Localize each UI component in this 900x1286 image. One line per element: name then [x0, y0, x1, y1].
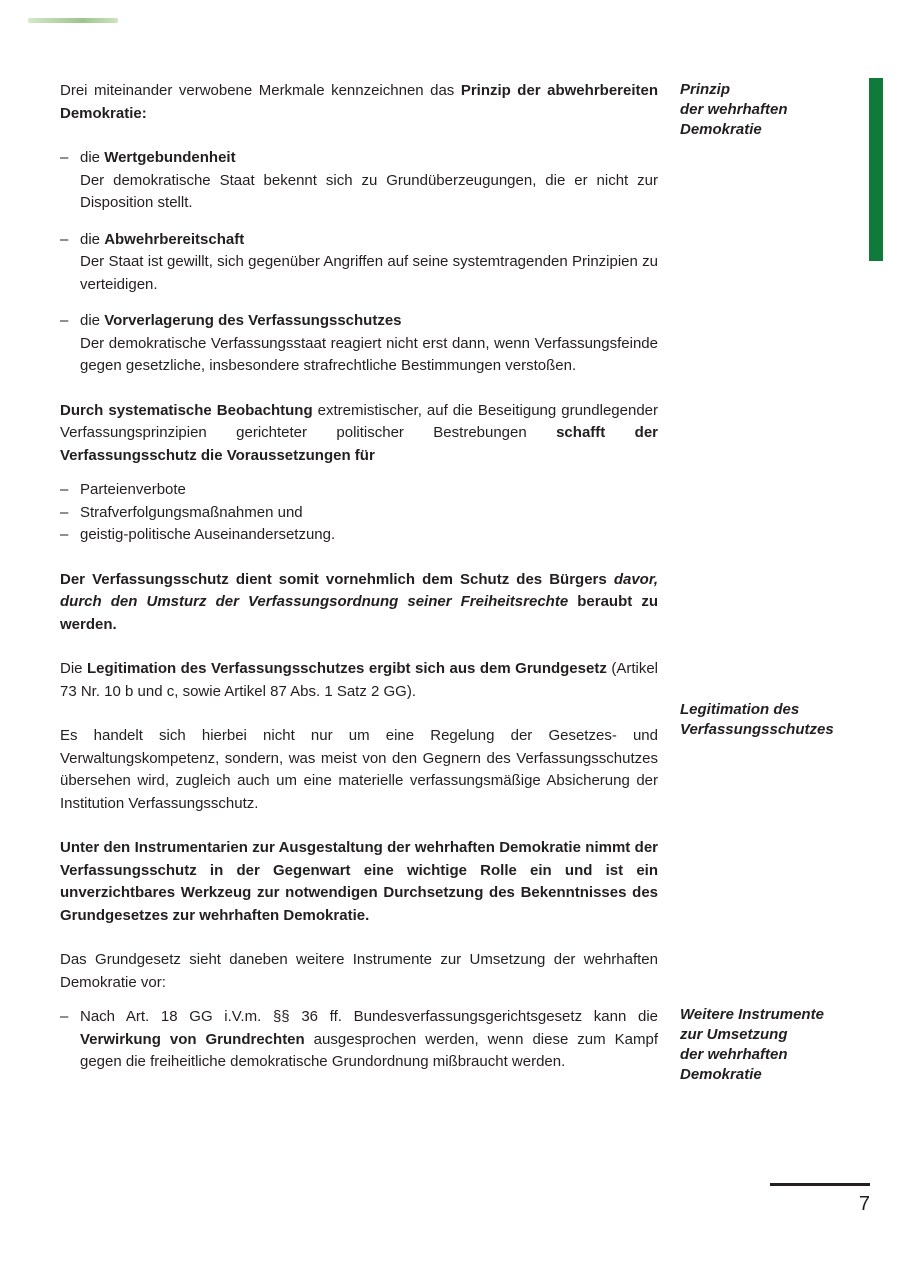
page-number: 7: [858, 1193, 870, 1215]
feature-title: Wertgebundenheit: [104, 149, 236, 166]
margin-note-legitimation: Legitimation des Verfassungsschutzes: [680, 701, 834, 738]
chapter-marker-bar: [869, 78, 883, 261]
footer-rule: [770, 1183, 870, 1186]
protection-paragraph: Der Verfassungsschutz dient somit vornehmlich dem Schutz des Bürgers davor, durch den Umsturz der Verfassungsordnung seiner Freiheitsrechte beraubt zu werden.: [60, 570, 658, 633]
feature-title: Abwehrbereitschaft: [104, 230, 245, 248]
further-instruments-paragraph: Das Grundgesetz sieht daneben weitere Instrumente zur Umsetzung der wehrhaften Demokratie vor:: [60, 951, 658, 991]
legitimation-paragraph: Die Legitimation des Verfassungsschutzes ergibt sich aus dem Grundgesetz (Artikel 73 Nr. 10 b und c, sowie Artikel 87 Abs. 1 Satz 2 GG).: [60, 660, 658, 700]
forfeiture-item: – Nach Art. 18 GG i.V.m. §§ 36 ff. Bundesverfassungsgerichtsgesetz kann die Verwirkung von Grundrechten ausgesprochen werden, wenn diese zum Kampf gegen die freiheitliche demokratische Grundordnung mißbraucht werden.: [60, 1008, 658, 1070]
list-item: – Strafverfolgungsmaßnahmen und: [60, 503, 303, 521]
corner-decoration: [28, 18, 118, 23]
intro-bold: Prinzip der abwehrbereiten Demokratie:: [60, 82, 659, 122]
feature-item: – die Wertgebundenheit Der demokratische Staat bekennt sich zu Grundüberzeugungen, die er nicht zur Disposition stellt.: [60, 147, 658, 215]
feature-text: Der demokratische Staat bekennt sich zu Grundüberzeugungen, die er nicht zur Disposition stellt.: [80, 171, 658, 211]
observation-paragraph: Durch systematische Beobachtung extremistischer, auf die Beseitigung grundlegender Verfassungsprinzipien gerichteter politischer Bestrebungen schafft der Verfassungsschutz die Voraussetzungen für: [60, 401, 658, 464]
feature-item: – die Vorverlagerung des Verfassungsschutzes Der demokratische Verfassungsstaat reagiert nicht erst dann, wenn Verfassungsfeinde gegen gesetzliche, insbesondere strafrechtliche Bestimmungen verstoßen.: [60, 310, 658, 378]
feature-title: Vorverlagerung des Verfassungsschutzes: [104, 312, 402, 329]
feature-text: Der Staat ist gewillt, sich gegenüber Angriffen auf seine systemtragenden Prinzipien zu verteidigen.: [80, 253, 658, 293]
regulation-paragraph: Es handelt sich hierbei nicht nur um eine Regelung der Gesetzes- und Verwaltungskompetenz, sondern, was meist von den Gegnern des Verfassungsschutzes übersehen wird, zugleich auch um eine materielle verfassungsmäßige Absicherung der Institution Verfassungsschutz.: [60, 727, 658, 812]
intro-paragraph: Drei miteinander verwobene Merkmale kennzeichnen das Prinzip der abwehrbereiten Demokratie:: [60, 82, 659, 122]
measures-list: [60, 479, 658, 547]
list-item: – geistig-politische Auseinandersetzung.: [60, 526, 336, 543]
main-text-column: [60, 80, 658, 1088]
margin-note-instruments: Weitere Instrumente zur Umsetzung der wehrhaften Demokratie: [680, 1006, 824, 1083]
feature-item: – die Abwehrbereitschaft Der Staat ist gewillt, sich gegenüber Angriffen auf seine systemtragenden Prinzipien zu verteidigen.: [60, 229, 658, 297]
instruments-paragraph: Unter den Instrumentarien zur Ausgestaltung der wehrhaften Demokratie nimmt der Verfassungsschutz in der Gegenwart eine wichtige Rolle ein und ist ein unverzichtbares Werkzeug zur notwendigen Durchsetzung des Bekenntnisses des Grundgesetzes zur wehrhaften Demokratie.: [60, 839, 658, 924]
margin-note-principle: Prinzip der wehrhaften Demokratie: [680, 81, 788, 138]
list-item: – Parteienverbote: [60, 481, 186, 498]
feature-text: Der demokratische Verfassungsstaat reagiert nicht erst dann, wenn Verfassungsfeinde gegen gesetzliche, insbesondere strafrechtliche Bestimmungen verstoßen.: [80, 334, 658, 374]
